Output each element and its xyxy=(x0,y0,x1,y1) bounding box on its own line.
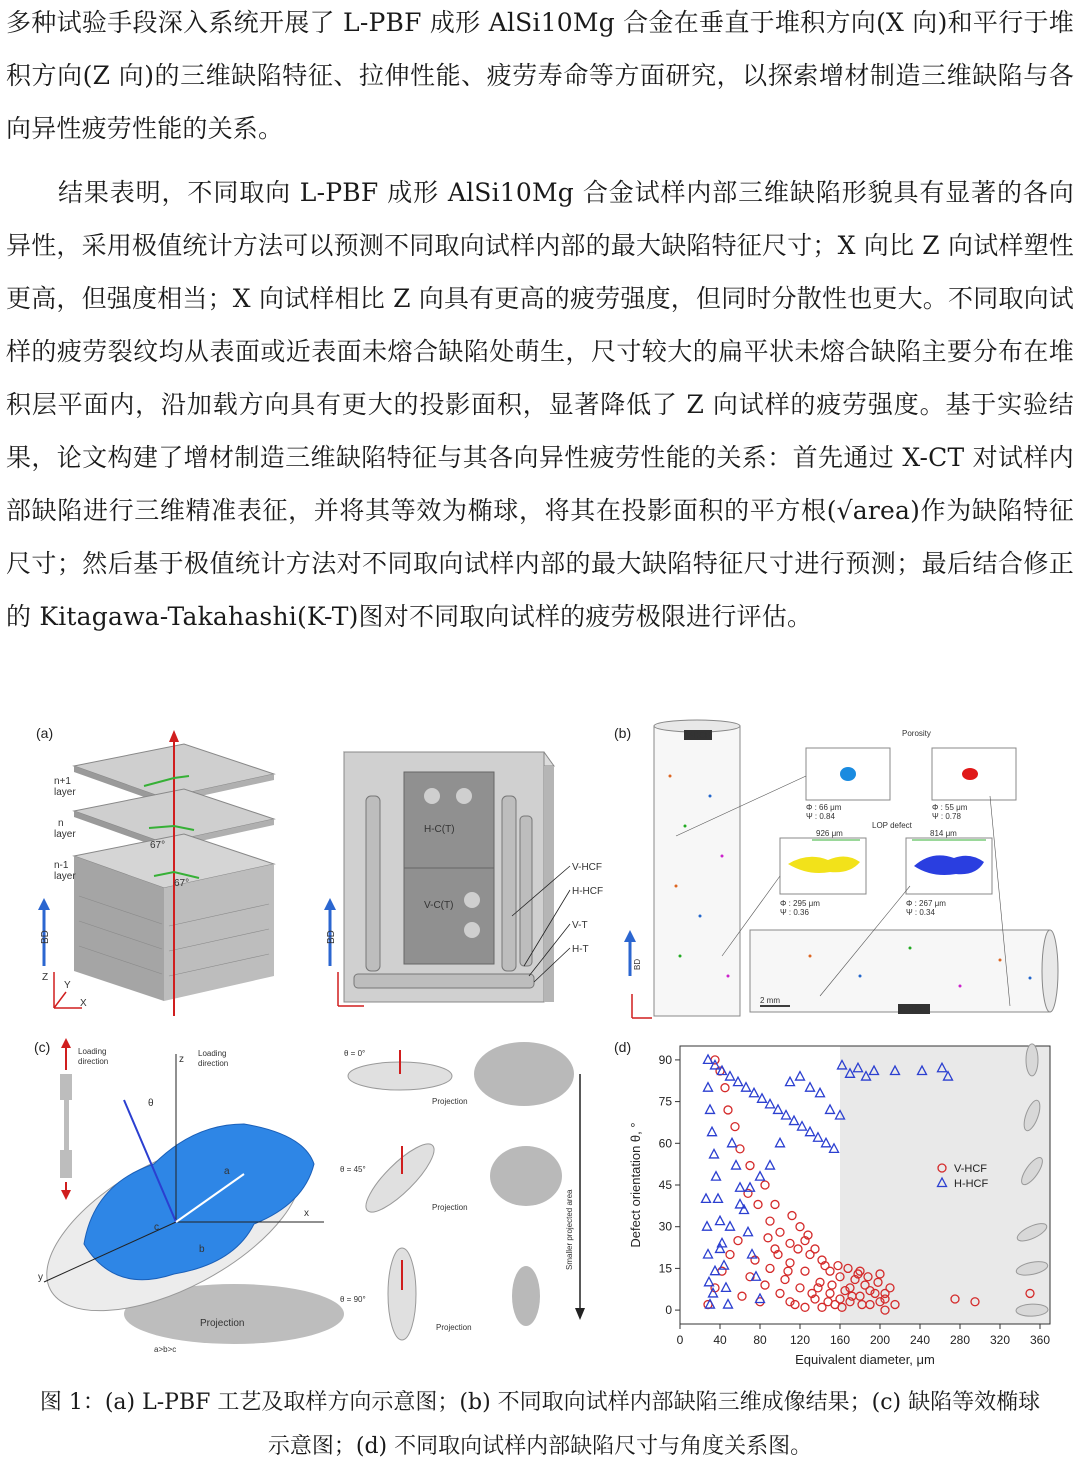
x-tick-label: 120 xyxy=(789,1333,811,1347)
lop-label: LOP defect xyxy=(872,821,912,830)
specimen-h-ct: H-C(T) xyxy=(424,824,455,835)
layer-label-n-minus-1-word: layer xyxy=(54,871,76,882)
axis-order: a>b>c xyxy=(154,1345,177,1354)
layer-label-n: n xyxy=(58,818,64,829)
porosity-label: Porosity xyxy=(902,729,931,738)
x-tick-label: 240 xyxy=(909,1333,931,1347)
bd-label-a: BD xyxy=(40,930,51,944)
defect-4-width: 814 μm xyxy=(930,829,957,838)
axis-x-a: X xyxy=(80,998,87,1009)
layer-label-n-plus-1: n+1 xyxy=(54,776,71,787)
defect-2-phi: Φ : 55 μm xyxy=(932,803,968,812)
y-tick-label: 60 xyxy=(658,1136,672,1151)
bd-arrow-b xyxy=(624,930,652,1018)
axis-z-a: Z xyxy=(42,972,49,983)
loading-direction-1b: direction xyxy=(78,1057,109,1066)
loading-direction-1a: Loading xyxy=(78,1047,107,1056)
y-axis-label: Defect orientation θ, ° xyxy=(628,1122,643,1248)
panel-a-label: (a) xyxy=(36,725,54,741)
caption-line-1: 图 1：(a) L-PBF 工艺及取样方向示意图；(b) 不同取向试样内部缺陷三维成像结果；(c) 缺陷等效椭球 xyxy=(39,1390,1041,1415)
scan-angle-label-lower: 67° xyxy=(174,878,190,889)
x-tick-label: 80 xyxy=(753,1333,767,1347)
scan-angle-label: 67° xyxy=(150,840,166,851)
axis-c-c: c xyxy=(154,1222,159,1233)
legend-label-vhcf: V-HCF xyxy=(954,1163,987,1175)
specimen-v-ct: V-C(T) xyxy=(424,900,454,911)
panel-b-label: (b) xyxy=(614,725,632,741)
bd-label-a2: BD xyxy=(326,930,337,944)
defect-3-psi: Ψ : 0.36 xyxy=(780,908,809,917)
defect-3-phi: Φ : 295 μm xyxy=(780,899,820,908)
horizontal-specimen xyxy=(750,930,1058,1014)
specimen-v-hcf: V-HCF xyxy=(572,862,602,873)
defect-1-phi: Φ : 66 μm xyxy=(806,803,842,812)
projection-90: Projection xyxy=(436,1323,472,1332)
axis-b-c: b xyxy=(199,1244,205,1255)
hhcf-tag: H-HCF xyxy=(900,1005,925,1014)
theta-0: θ = 0° xyxy=(344,1049,366,1058)
smaller-area-label: Smaller projected area xyxy=(565,1189,574,1270)
axis-a-c: a xyxy=(224,1166,230,1177)
legend-label-hhcf: H-HCF xyxy=(954,1178,989,1190)
x-tick-label: 40 xyxy=(713,1333,727,1347)
theta-45: θ = 45° xyxy=(340,1165,366,1174)
vertical-specimen xyxy=(654,720,740,1016)
paragraph-1: 多种试验手段深入系统开展了 L-PBF 成形 AlSi10Mg 合金在垂直于堆积方向(X 向)和平行于堆积方向(Z 向)的三维缺陷特征、拉伸性能、疲劳寿命等方面研究，以探索增材制造三维缺陷与各向异性疲劳性能的关系。 xyxy=(6,8,1074,143)
x-tick-label: 0 xyxy=(676,1333,684,1347)
panel-d-label: (d) xyxy=(614,1039,632,1055)
y-tick-label: 30 xyxy=(658,1219,672,1234)
y-tick-label: 90 xyxy=(658,1052,672,1067)
defect-3-width: 926 μm xyxy=(816,829,843,838)
paragraph-2: 结果表明，不同取向 L-PBF 成形 AlSi10Mg 合金试样内部三维缺陷形貌具有显著的各向异性，采用极值统计方法可以预测不同取向试样内部的最大缺陷特征尺寸；X 向比 Z 向试样塑性更高，但强度相当；X 向试样相比 Z 向具有更高的疲劳强度，但同时分散性也更大。不同取向试样的疲劳裂纹均从表面或近表面未熔合缺陷处萌生，尺寸较大的扁平状未熔合缺陷主要分布在堆积层平面内，沿加载方向具有更大的投影面积，显著降低了 Z 向试样的疲劳强度。基于实验结果，论文构建了增材制造三维缺陷特征与其各向异性疲劳性能的关系：首先通过 X-CT 对试样内部缺陷进行三维精准表征，并将其等效为椭球，将其在投影面积的平方根(√area)作为缺陷特征尺寸；然后基于极值统计方法对不同取向试样内部的最大缺陷特征尺寸进行预测；最后结合修正的 Kitagawa-Takahashi(K-T)图对不同取向试样的疲劳极限进行评估。 xyxy=(6,178,1075,631)
axis-x-c: x xyxy=(304,1208,309,1219)
projection-0: Projection xyxy=(432,1097,468,1106)
x-tick-label: 360 xyxy=(1029,1333,1051,1347)
layer-label-n-plus-1-word: layer xyxy=(54,787,76,798)
figure-caption xyxy=(0,1381,1080,1461)
x-tick-label: 160 xyxy=(829,1333,851,1347)
x-tick-label: 200 xyxy=(869,1333,891,1347)
vhcf-tag: V-HCF xyxy=(686,731,710,740)
article-body xyxy=(0,0,1080,643)
x-axis-label: Equivalent diameter, μm xyxy=(795,1352,935,1367)
theta-label: θ xyxy=(148,1098,154,1109)
y-tick-label: 45 xyxy=(658,1178,672,1192)
bd-arrow-a xyxy=(38,898,51,966)
panel-b xyxy=(610,716,1070,1021)
defect-4-psi: Ψ : 0.34 xyxy=(906,908,935,917)
projection-45: Projection xyxy=(432,1203,468,1212)
x-tick-label: 280 xyxy=(949,1333,971,1347)
bd-label-b: BD xyxy=(633,958,642,970)
figure-1 xyxy=(0,706,1080,1381)
panel-a xyxy=(24,716,604,1016)
loading-direction-2b: direction xyxy=(198,1059,229,1068)
defect-4-phi: Φ : 267 μm xyxy=(906,899,946,908)
specimen-h-t: H-T xyxy=(572,944,589,955)
layer-label-n-word: layer xyxy=(54,829,76,840)
y-tick-label: 75 xyxy=(658,1094,672,1109)
x-tick-label: 320 xyxy=(989,1333,1011,1347)
specimen-h-hcf: H-HCF xyxy=(572,886,604,897)
orientation-glyph xyxy=(1026,1044,1038,1076)
build-plate xyxy=(344,752,603,1002)
caption-line-2: 示意图；(d) 不同取向试样内部缺陷尺寸与角度关系图。 xyxy=(267,1434,813,1459)
layer-label-n-minus-1: n-1 xyxy=(54,860,69,871)
y-tick-label: 15 xyxy=(658,1261,672,1276)
defect-2-psi: Ψ : 0.78 xyxy=(932,812,961,821)
axes-a xyxy=(42,972,87,1009)
panel-c-label: (c) xyxy=(34,1039,51,1055)
orientation-examples xyxy=(340,1042,585,1340)
loading-direction-2a: Loading xyxy=(198,1049,227,1058)
axis-z-c: z xyxy=(179,1054,184,1065)
scatter-chart xyxy=(628,1044,1050,1367)
axis-y-c: y xyxy=(38,1272,43,1283)
theta-90: θ = 90° xyxy=(340,1295,366,1304)
defect-1-psi: Ψ : 0.84 xyxy=(806,812,835,821)
axis-y-a: Y xyxy=(64,980,71,991)
panel-c xyxy=(24,1034,604,1364)
layer-stack xyxy=(74,730,274,1016)
projection-main: Projection xyxy=(200,1318,245,1329)
specimen-v-t: V-T xyxy=(572,920,588,931)
y-tick-label: 0 xyxy=(665,1303,672,1318)
scale-bar: 2 mm xyxy=(760,996,780,1005)
panel-d xyxy=(610,1034,1070,1374)
